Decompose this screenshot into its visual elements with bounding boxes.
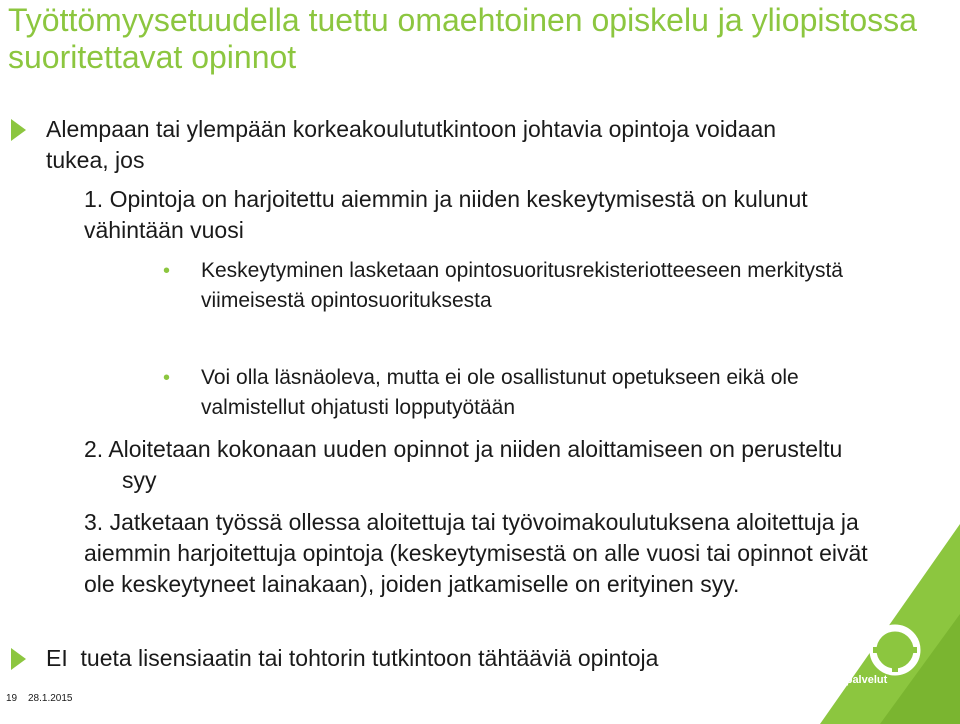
sub-bullet-dot-icon: • <box>163 367 171 389</box>
item-3-text: Jatketaan työssä ollessa aloitettuja tai työvoimakoulutuksena aloitettuja ja aiemmin harjoitettuja opintoja (keskeytymisestä on alle vuosi tai opinnot eivät ole keskeytyneet lainakaan), joiden jatkamiselle on erityinen syy. <box>84 509 868 597</box>
slide-date: 28.1.2015 <box>28 693 73 704</box>
subitem-2-text: Voi olla läsnäoleva, mutta ei ole osallistunut opetukseen eikä ole valmistellut ohjatusti lopputyötään <box>201 366 799 419</box>
slide-number: 19 <box>6 693 18 704</box>
arrow-bullet-icon <box>11 119 26 141</box>
subitem-1-text: Keskeytyminen lasketaan opintosuoritusrekisteriotteeseen merkitystä viimeisestä opintosuorituksesta <box>201 259 843 312</box>
bullet-2-text: EI tueta lisensiaatin tai tohtorin tutkintoon tähtääviä opintoja <box>46 645 659 671</box>
item-1-number: 1. <box>84 186 104 212</box>
bullet-1-text: Alempaan tai ylempään korkeakoulututkintoon johtavia opintoja voidaan tukea, jos <box>46 116 777 173</box>
te-palvelut-logo-icon <box>868 623 922 677</box>
numbered-item-3 <box>84 507 884 600</box>
item-2-number: 2. <box>84 436 104 462</box>
item-3-number: 3. <box>84 509 104 535</box>
brand-name: TE-palvelut <box>828 674 888 686</box>
numbered-item-1 <box>84 184 874 246</box>
slide-title: Työttömyysetuudella tuettu omaehtoinen opiskelu ja yliopistossa suoritettavat opinnot <box>8 2 917 75</box>
sub-bullet-dot-icon: • <box>163 260 171 282</box>
numbered-item-2 <box>84 434 882 496</box>
arrow-bullet-icon <box>11 648 26 670</box>
item-1-text: Opintoja on harjoitettu aiemmin ja niiden keskeytymisestä on kulunut vähintään vuosi <box>84 186 808 243</box>
item-2-text: Aloitetaan kokonaan uuden opinnot ja niiden aloittamiseen on perusteltu syy <box>108 436 843 493</box>
